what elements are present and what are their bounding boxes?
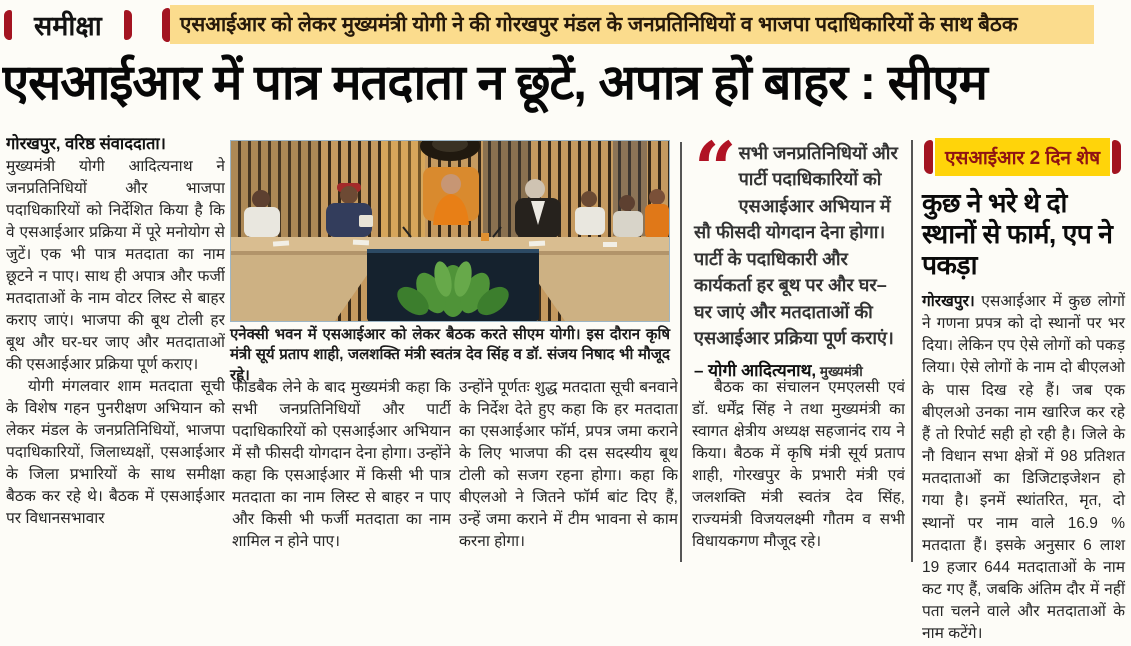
red-bracket-close-icon: [124, 10, 132, 40]
article-column-2: फीडबैक लेने के बाद मुख्यमंत्री कहा कि सभी जनप्रतिनिधियों और पार्टी पदाधिकारियों को एसआईआर अभियान में सौ फीसदी योगदान देना होगा। उन्होंने कहा कि एसआईआर में किसी भी पात्र मतदाता का नाम लिस्ट से बाहर न पाए और किसी भी फर्जी मतदाता का नाम शामिल न होने पाए।: [232, 379, 451, 550]
article-column-3: उन्होंने पूर्णतः शुद्ध मतदाता सूची बनवाने के निर्देश देते हुए कहा कि हर मतदाता का एसआईआर फॉर्म, प्रपत्र जमा कराने के लिए भाजपा की दस सदस्यीय बूथ टोली को सजग रहना होगा। कहा कि बीएलओ ने जितने फॉर्म बांट दिए हैं, उन्हें जमा कराने में टीम भावना से काम करना होगा।: [459, 379, 678, 550]
byline: गोरखपुर, वरिष्ठ संवाददाता।: [6, 135, 166, 153]
meeting-photo-illustration: [231, 141, 669, 321]
dateline: गोरखपुर।: [922, 293, 975, 310]
red-bracket-open-icon: [4, 10, 12, 40]
quote-author-title: मुख्यमंत्री: [816, 363, 863, 379]
paragraph: मुख्यमंत्री योगी आदित्यनाथ ने जनप्रतिनिधियों और भाजपा पदाधिकारियों को निर्देशित किया है कि वे एसआईआर प्रक्रिया में पूरे मनोयोग से जुटें। एक भी पात्र मतदाता का नाम छूटने न पाए। साथ ही अपात्र और फर्जी मतदाताओं के नाम वोटर लिस्ट से बाहर कराए जाएं। भाजपा की बूथ टोली हर बूथ और घर-घर जाए और मतदाताओं की एसआईआर प्रक्रिया पूर्ण कराए।: [6, 158, 225, 373]
sidebar-body: [922, 291, 1125, 646]
red-bracket-open-icon: [162, 8, 170, 42]
paragraph: योगी मंगलवार शाम मतदाता सूची के विशेष गहन पुनरीक्षण अभियान को लेकर मंडल के जनप्रतिनिधियों, भाजपा पदाधिकारियों, जिलाध्यक्षों, एसआईआर के जिला प्रभारियों के साथ समीक्षा बैठक कर रहे थे। बैठक में एसआईआर पर विधानसभावार: [6, 378, 225, 527]
column-divider: [680, 142, 682, 562]
quote-icon: “: [694, 127, 731, 213]
red-bracket-open-icon: [924, 140, 933, 174]
main-headline: एसआईआर में पात्र मतदाता न छूटें, अपात्र हों बाहर : सीएम: [2, 56, 987, 110]
photo-caption: एनेक्सी भवन में एसआईआर को लेकर बैठक करते सीएम योगी। इस दौरान कृषि मंत्री सूर्य प्रताप शाही, जलशक्ति मंत्री स्वतंत्र देव सिंह व डॉ. संजय निषाद भी मौजूद रहे।: [230, 326, 670, 384]
article-column-4: बैठक का संचालन एमएलसी एवं डॉ. धर्मेंद्र सिंह ने तथा मुख्यमंत्री का स्वागत क्षेत्रीय अध्यक्ष सहजानंद राय ने किया। बैठक में कृषि मंत्री सूर्य प्रताप शाही, गोरखपुर के प्रभारी मंत्री एवं जलशक्ति मंत्री स्वतंत्र देव सिंह, राज्यमंत्री विजयलक्ष्मी गौतम व सभी विधायकगण मौजूद रहे।: [692, 379, 905, 550]
sidebar-paragraph: एसआईआर में कुछ लोगों ने गणना प्रपत्र को दो स्थानों पर भर दिया। लेकिन एप ऐसे लोगों को पकड़ लिया। ऐसे लोगों के नाम दो बीएलओ के पास दिख रहे हैं। जब एक बीएलओ उनका नाम खारिज कर रहे हैं तो रिपोर्ट सही हो रही है। जिले के नौ विधान सभा क्षेत्रों में 98 प्रतिशत मतदाताओं का डिजिटाइजेशन हो गया है। इनमें स्थांतरित, मृत, दो स्थानों पर नाम वाले 16.9 % मतदाता हैं। इसके अनुसार 6 लाश 19 हजार 644 मतदाताओं के नाम कट गए हैं, जबकि अंतिम दौर में नहीं पता चलने वाले और मतदाताओं के नाम कटेंगे।: [922, 293, 1125, 643]
red-bracket-close-icon: [1112, 140, 1121, 174]
sidebar-story: [922, 138, 1125, 646]
kicker-label: समीक्षा: [34, 11, 102, 41]
sidebar-headline: कुछ ने भरे थे दो स्थानों से फार्म, एप ने पकड़ा: [922, 188, 1113, 280]
article-column-1: [6, 131, 225, 561]
quote-text: सभी जनप्रतिनिधियों और पार्टी पदाधिकारियों को एसआईआर अभियान में सौ फीसदी योगदान देना होगा। पार्टी के पदाधिकारी और कार्यकर्ता हर बूथ पर और घर–घर जाएं और मतदाताओं की एसआईआर प्रक्रिया पूर्ण कराएं।: [694, 143, 898, 349]
banner-text: एसआईआर को लेकर मुख्यमंत्री योगी ने की गोरखपुर मंडल के जनप्रतिनिधियों व भाजपा पदाधिकारियों के साथ बैठक: [170, 5, 1094, 44]
pull-quote: [694, 127, 904, 381]
section-kicker: [4, 6, 132, 43]
deadline-badge: [924, 138, 1125, 176]
meeting-photo: [230, 140, 670, 322]
top-banner: [162, 5, 1094, 44]
quote-author: – योगी आदित्यनाथ,: [694, 360, 817, 380]
badge-label: एसआईआर 2 दिन शेष: [935, 138, 1110, 176]
column-divider: [911, 140, 913, 562]
